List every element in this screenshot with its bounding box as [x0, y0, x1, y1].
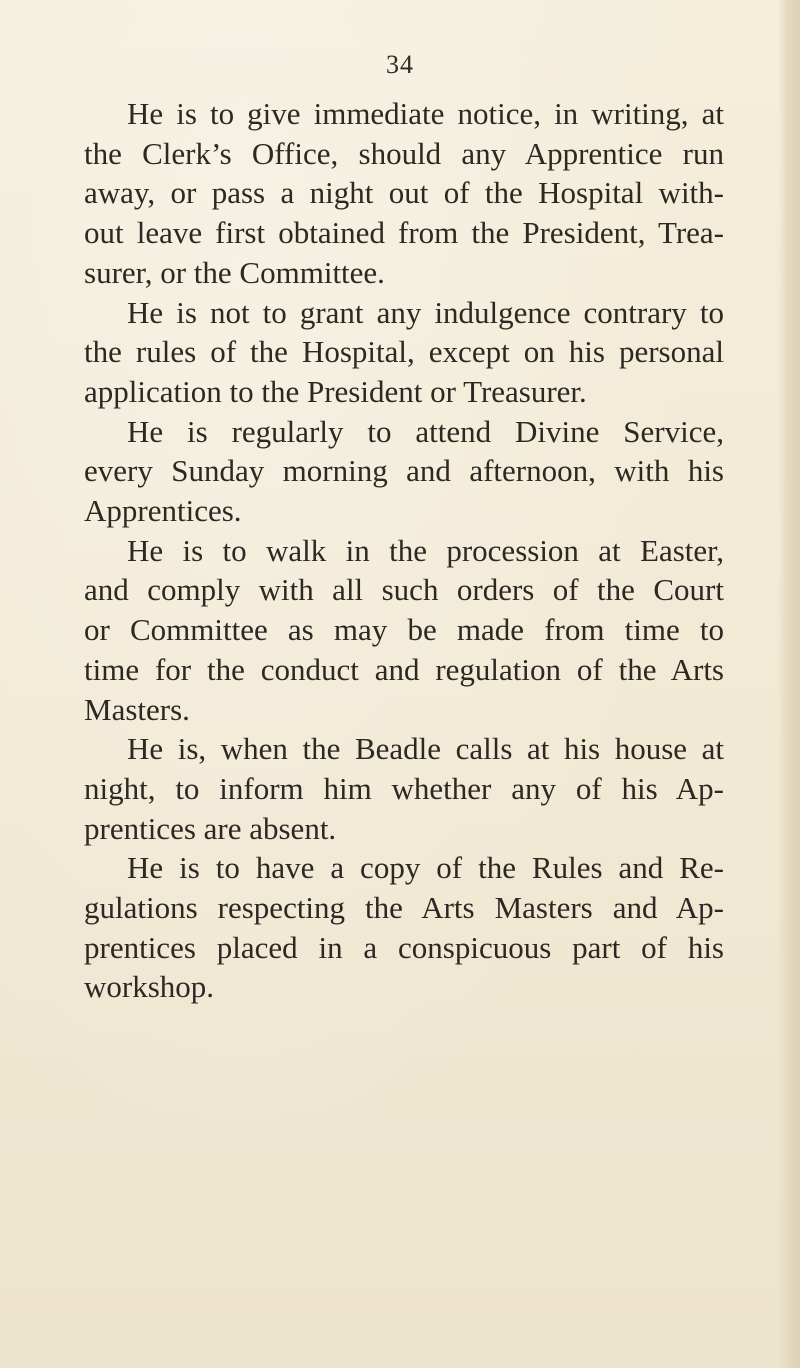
text-line: He is, when the Beadle calls at his house at [127, 731, 724, 767]
text-line: surer, or the Committee. [84, 254, 385, 290]
text-line: night, to inform him whether any of his Ap- [84, 770, 724, 806]
text-line: He is to give immediate notice, in writing, at [127, 96, 724, 131]
paragraph-rules-copy [84, 848, 724, 1007]
text-line: prentices are absent. [84, 810, 337, 846]
text-line: the rules of the Hospital, except on his personal [84, 334, 724, 370]
text-line: away, or pass a night out of the Hospital with- [84, 175, 724, 211]
text-line: Apprentices. [84, 493, 242, 529]
text-line: He is to walk in the procession at Easter, [127, 532, 724, 568]
text-line: He is to have a copy of the Rules and Re- [127, 850, 724, 886]
paragraph-clerk-notice [84, 94, 724, 293]
paragraph-indulgence [84, 293, 724, 412]
text-line: prentices placed in a conspicuous part of his [84, 929, 724, 965]
text-line: Masters. [84, 691, 190, 727]
body-text [84, 94, 724, 1007]
paragraph-procession [84, 531, 724, 730]
page-edge-shadow [778, 0, 800, 1368]
page-number: 34 [386, 50, 414, 79]
text-line: out leave first obtained from the President, Trea- [84, 215, 724, 251]
text-line: He is regularly to attend Divine Service, [127, 413, 724, 449]
text-line: and comply with all such orders of the Court [84, 572, 724, 608]
text-line: every Sunday morning and afternoon, with his [84, 453, 724, 489]
paragraph-beadle [84, 729, 724, 848]
text-line: application to the President or Treasurer. [84, 373, 587, 409]
text-line: workshop. [84, 969, 215, 1005]
text-line: time for the conduct and regulation of the Arts [84, 651, 724, 687]
text-line: or Committee as may be made from time to [84, 612, 724, 648]
text-line: the Clerk’s Office, should any Apprentice run [84, 135, 724, 171]
text-line: gulations respecting the Arts Masters and Ap- [84, 890, 724, 926]
text-line: He is not to grant any indulgence contrary to [127, 294, 724, 330]
paragraph-divine-service [84, 412, 724, 531]
